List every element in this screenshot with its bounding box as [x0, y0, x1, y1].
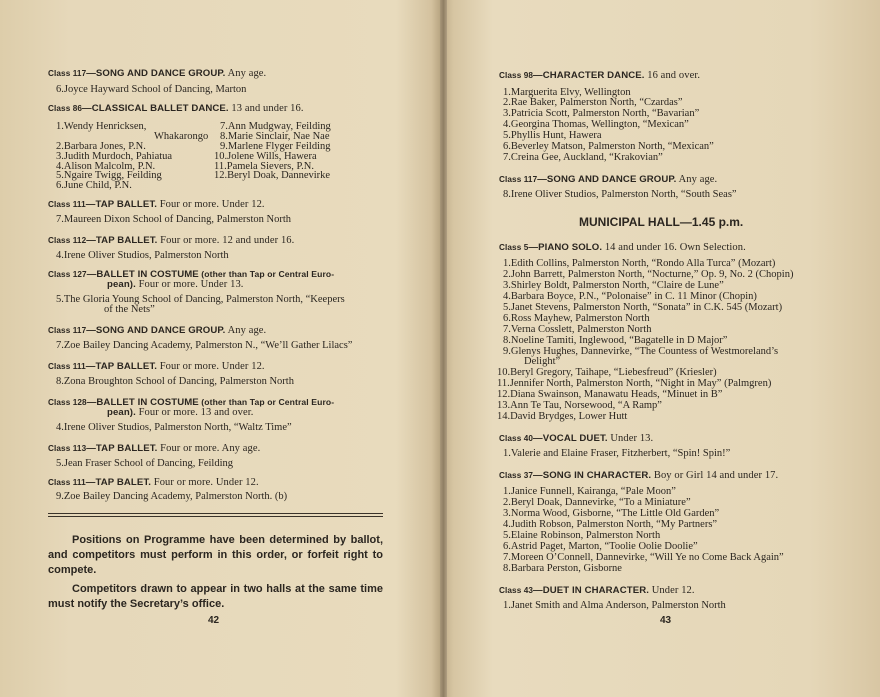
entry-number: 2. [503, 269, 511, 280]
entry-text: Moreen O’Connell, Dannevirke, “Will Ye no Come Back Again” [510, 552, 784, 563]
class-title: pean). [107, 279, 136, 290]
entry-line [503, 291, 757, 302]
entry-line [56, 214, 291, 225]
entry-line [503, 486, 676, 497]
entry-number: 2. [503, 497, 511, 508]
entry-text: Jean Fraser School of Dancing, Feilding [63, 458, 234, 469]
entry-number: 9. [56, 491, 64, 502]
class-number: Class 128 [48, 398, 87, 407]
class-condition: Any age. [676, 174, 718, 185]
entry-number: 7. [56, 340, 64, 351]
entry-text: Georgina Thomas, Wellington, “Mexican” [510, 119, 689, 130]
class-number: Class 5 [499, 243, 529, 252]
entry-text: Norma Wood, Gisborne, “The Little Old Garden” [510, 508, 720, 519]
entry-number: 14. [497, 411, 511, 422]
entry-text: Rae Baker, Palmerston North, “Czardas” [510, 97, 683, 108]
entry-text: Beverley Matson, Palmerston North, “Mexican” [510, 141, 714, 152]
entry-text: David Brydges, Lower Hutt [510, 411, 628, 422]
entry-number: 5. [56, 458, 64, 469]
entry-text: Zona Broughton School of Dancing, Palmerston North [63, 376, 294, 387]
class-condition: Any age. [225, 325, 267, 336]
entry-line [503, 258, 775, 269]
entry-text: Patricia Scott, Palmerston North, “Bavarian” [510, 108, 700, 119]
entry-number: 5. [503, 530, 511, 541]
entry-line [503, 269, 793, 280]
entry-number: 8. [56, 376, 64, 387]
class-condition: (other than Tap or Central Euro- [198, 397, 335, 407]
class-condition: Under 13. [607, 433, 654, 444]
entry-line [497, 389, 722, 400]
class-number: Class 43 [499, 586, 534, 595]
class-heading [499, 174, 717, 185]
entry-text: Irene Oliver Studios, Palmerston North [63, 250, 229, 261]
entry-number: 7. [503, 152, 511, 163]
entry-line [104, 304, 155, 315]
entry-line [56, 84, 246, 95]
class-title: —CLASSICAL BALLET DANCE. [82, 103, 229, 114]
entry-line [503, 108, 699, 119]
entry-text: The Gloria Young School of Dancing, Palmerston North, “Keepers [63, 294, 345, 305]
class-title: —TAP BALET. [85, 477, 152, 488]
entry-text: Delight” [524, 356, 561, 367]
entry-text: Valerie and Elaine Fraser, Fitzherbert, “Spin! Spin!” [510, 448, 731, 459]
entry-number: 9. [503, 346, 511, 357]
entry-line [503, 335, 727, 346]
class-title: —TAP BALLET. [85, 199, 157, 210]
page-number: 43 [660, 615, 672, 626]
entry-line [497, 378, 771, 389]
entry-number: 4. [503, 119, 511, 130]
class-heading [48, 477, 259, 488]
entry-text: Elaine Robinson, Palmerston North [510, 530, 661, 541]
entry-text: Verna Cosslett, Palmerston North [510, 324, 652, 335]
class-heading [48, 103, 304, 114]
class-title: —CHARACTER DANCE. [533, 70, 645, 81]
entry-number: 10. [497, 367, 511, 378]
entry-line [503, 97, 682, 108]
entry-text: Edith Collins, Palmerston North, “Rondo Alla Turca” (Mozart) [510, 258, 776, 269]
entry-text: Barbara Jones, P.N. [63, 141, 146, 152]
entry-number: 1. [503, 448, 511, 459]
entry-text: Joyce Hayward School of Dancing, Marton [63, 84, 247, 95]
section-title: MUNICIPAL HALL—1.45 p.m. [579, 215, 744, 229]
class-heading [107, 279, 244, 290]
entry-line [497, 411, 627, 422]
entry-number: 4. [56, 161, 64, 172]
entry-number: 1. [503, 258, 511, 269]
class-heading [499, 470, 778, 481]
class-number: Class 40 [499, 434, 534, 443]
entry-line [503, 448, 730, 459]
class-heading [499, 433, 653, 444]
entry-number: 4. [503, 291, 511, 302]
entry-number: 3. [56, 151, 64, 162]
entry-line [503, 130, 602, 141]
class-heading [48, 325, 266, 336]
entry-text: Barbara Boyce, P.N., “Polonaise” in C. 11 Minor (Chopin) [510, 291, 757, 302]
entry-text: Shirley Boldt, Palmerston North, “Claire de Lune” [510, 280, 724, 291]
class-heading [48, 361, 265, 372]
entry-text: Maureen Dixon School of Dancing, Palmerston North [63, 214, 292, 225]
class-heading [499, 70, 700, 81]
ballot-notice: Positions on Programme have been determined by ballot, and competitors must perform in this order, or forfeit right to compete. [48, 534, 383, 576]
entry-text: Zoe Bailey Dancing Academy, Palmerston N., “We’ll Gather Lilacs” [63, 340, 353, 351]
class-title: —SONG AND DANCE GROUP. [86, 325, 226, 336]
entry-line [56, 121, 146, 132]
class-heading [48, 68, 266, 79]
class-number: Class 98 [499, 71, 534, 80]
entry-text: Beryl Gregory, Taihape, “Liebesfreud” (Kriesler) [510, 367, 717, 378]
notice-rule [48, 513, 383, 514]
entry-line [56, 422, 292, 433]
class-title: pean). [107, 407, 136, 418]
entry-text: June Child, P.N. [63, 180, 132, 191]
class-number: Class 127 [48, 270, 87, 279]
entry-text: Creina Gee, Auckland, “Krakovian” [510, 152, 663, 163]
entry-line [503, 541, 698, 552]
class-title: —SONG AND DANCE GROUP. [86, 68, 226, 79]
entry-number: 13. [497, 400, 511, 411]
entry-line [524, 356, 560, 367]
entry-text: Pamela Sievers, P.N. [226, 161, 314, 172]
entry-text: Ann Mudgway, Feilding [227, 121, 331, 132]
class-number: Class 117 [48, 69, 87, 78]
entry-line [497, 400, 662, 411]
class-title: —BALLET IN COSTUME [86, 269, 199, 280]
entry-text: Wendy Henricksen, [63, 121, 147, 132]
class-condition: (other than Tap or Central Euro- [198, 269, 335, 279]
class-heading [499, 242, 746, 253]
entry-line [56, 250, 229, 261]
class-number: Class 86 [48, 104, 83, 113]
entry-number: 5. [56, 294, 64, 305]
entry-number: 8. [503, 189, 511, 200]
entry-line [503, 119, 689, 130]
entry-text: Ross Mayhew, Palmerston North [510, 313, 650, 324]
entry-number: 8. [503, 563, 511, 574]
entry-text: Jennifer North, Palmerston North, “Night in May” (Palmgren) [509, 378, 772, 389]
entry-text: Alison Malcolm, P.N. [63, 161, 156, 172]
entry-line [503, 324, 651, 335]
class-number: Class 37 [499, 471, 534, 480]
entry-line [503, 508, 719, 519]
entry-line [503, 563, 622, 574]
entry-number: 8. [503, 335, 511, 346]
entry-text: Ngaire Twigg, Feilding [63, 170, 162, 181]
entry-number: 4. [56, 250, 64, 261]
entry-line [56, 180, 132, 191]
class-condition: Four or more. 13 and over. [135, 407, 254, 418]
entry-number: 2. [503, 97, 511, 108]
entry-number: 3. [503, 508, 511, 519]
entry-text: Beryl Doak, Dannevirke, “To a Miniature” [510, 497, 691, 508]
entry-number: 6. [503, 541, 511, 552]
entry-text: Zoe Bailey Dancing Academy, Palmerston North. (b) [63, 491, 288, 502]
class-condition: Four or more. Under 12. [156, 361, 265, 372]
class-heading [107, 407, 253, 418]
entry-number: 3. [503, 108, 511, 119]
entry-text: Diana Swainson, Manawatu Heads, “Minuet in B” [510, 389, 723, 400]
entry-number: 6. [56, 84, 64, 95]
entry-text: Janet Smith and Alma Anderson, Palmerston North [510, 600, 726, 611]
entry-text: Irene Oliver Studios, Palmerston North, “Waltz Time” [63, 422, 292, 433]
entry-number: 3. [503, 280, 511, 291]
book-gutter [440, 0, 447, 697]
entry-line [56, 491, 287, 502]
class-title: —TAP BALLET. [86, 235, 158, 246]
class-title: —TAP BALLET. [86, 443, 158, 454]
entry-line [497, 367, 717, 378]
entry-text: Phyllis Hunt, Hawera [510, 130, 602, 141]
entry-line [56, 294, 345, 305]
entry-number: 5. [503, 302, 511, 313]
entry-text: Janice Funnell, Kairanga, “Pale Moon” [510, 486, 676, 497]
entry-line [214, 170, 330, 181]
class-condition: Four or more. Under 12. [156, 199, 265, 210]
entry-number: 9. [220, 141, 228, 152]
entry-text: Janet Stevens, Palmerston North, “Sonata” in C.K. 545 (Mozart) [510, 302, 783, 313]
entry-line [503, 141, 714, 152]
class-condition: Under 12. [649, 585, 695, 596]
class-condition: Any age. [225, 68, 267, 79]
entry-number: 6. [503, 141, 511, 152]
right-page [447, 0, 880, 697]
entry-line [503, 189, 737, 200]
entry-number: 7. [220, 121, 228, 132]
entry-number: 1. [503, 600, 511, 611]
entry-text: Astrid Paget, Marton, “Toolie Oolie Doolie” [510, 541, 698, 552]
entry-number: 11. [214, 161, 227, 172]
class-condition: Four or more. Under 12. [151, 477, 259, 488]
entry-number: 4. [503, 519, 511, 530]
entry-line [56, 458, 233, 469]
class-condition: 14 and under 16. Own Selection. [602, 242, 746, 253]
class-title: —PIANO SOLO. [528, 242, 603, 253]
class-number: Class 111 [48, 200, 86, 209]
class-condition: Four or more. Any age. [157, 443, 261, 454]
class-title: —SONG IN CHARACTER. [533, 470, 652, 481]
entry-text: of the Nets” [104, 304, 155, 315]
entry-number: 5. [503, 130, 511, 141]
entry-number: 6. [503, 313, 511, 324]
class-title: —TAP BALLET. [85, 361, 157, 372]
entry-line [503, 530, 660, 541]
class-heading [499, 585, 695, 596]
entry-text: John Barrett, Palmerston North, “Nocturne,” Op. 9, No. 2 (Chopin) [510, 269, 794, 280]
class-number: Class 113 [48, 444, 87, 453]
entry-text: Barbara Perston, Gisborne [510, 563, 622, 574]
entry-text: Jolene Wills, Hawera [227, 151, 317, 162]
class-heading [48, 199, 265, 210]
halls-notice: Competitors drawn to appear in two halls at the same time must notify the Secretary’s office. [48, 583, 383, 610]
entry-line [503, 519, 717, 530]
entry-number: 2. [56, 141, 64, 152]
entry-text: Marlene Flyger Feilding [227, 141, 331, 152]
entry-number: 10. [214, 151, 228, 162]
entry-text: Ann Te Tau, Norsewood, “A Ramp” [510, 400, 662, 411]
entry-line [56, 376, 294, 387]
entry-number: 12. [214, 170, 228, 181]
entry-number: 11. [497, 378, 510, 389]
class-title: —VOCAL DUET. [533, 433, 608, 444]
entry-number: 8. [220, 131, 228, 142]
entry-text: Judith Murdoch, Pahiatua [63, 151, 173, 162]
class-condition: Four or more. Under 13. [135, 279, 244, 290]
class-number: Class 117 [499, 175, 538, 184]
page-number: 42 [208, 615, 220, 626]
entry-text: Marguerita Elvy, Wellington [510, 87, 631, 98]
notice-rule [48, 516, 383, 517]
entry-text: Beryl Doak, Dannevirke [227, 170, 331, 181]
class-condition: Boy or Girl 14 and under 17. [651, 470, 779, 481]
class-title: —BALLET IN COSTUME [86, 397, 199, 408]
entry-number: 4. [56, 422, 64, 433]
entry-number: 7. [56, 214, 64, 225]
class-title: —SONG AND DANCE GROUP. [537, 174, 677, 185]
class-condition: 16 and over. [644, 70, 701, 81]
class-number: Class 111 [48, 362, 86, 371]
entry-text: Noeline Tamiti, Inglewood, “Bagatelle in D Major” [510, 335, 728, 346]
class-number: Class 111 [48, 478, 86, 487]
entry-line [503, 313, 650, 324]
class-title: —DUET IN CHARACTER. [533, 585, 649, 596]
entry-number: 7. [503, 552, 511, 563]
entry-line [503, 552, 784, 563]
entry-text: Glenys Hughes, Dannevirke, “The Countess of Westmoreland’s [510, 346, 779, 357]
entry-number: 1. [503, 87, 511, 98]
class-condition: 13 and under 16. [228, 103, 304, 114]
entry-number: 1. [56, 121, 64, 132]
entry-text: Judith Robson, Palmerston North, “My Partners” [510, 519, 718, 530]
class-condition: Four or more. 12 and under 16. [157, 235, 295, 246]
entry-text: Whakarongo [154, 131, 209, 142]
entry-line [503, 280, 724, 291]
entry-text: Marie Sinclair, Nae Nae [227, 131, 330, 142]
entry-number: 6. [56, 180, 64, 191]
entry-line [503, 302, 782, 313]
class-heading [48, 235, 294, 246]
entry-line [56, 340, 352, 351]
entry-number: 7. [503, 324, 511, 335]
entry-line [503, 497, 691, 508]
entry-number: 12. [497, 389, 511, 400]
entry-line [154, 131, 208, 142]
entry-number: 5. [56, 170, 64, 181]
entry-number: 1. [503, 486, 511, 497]
entry-text: Irene Oliver Studios, Palmerston North, “South Seas” [510, 189, 737, 200]
class-heading [48, 443, 260, 454]
entry-line [503, 152, 663, 163]
class-number: Class 117 [48, 326, 87, 335]
class-number: Class 112 [48, 236, 87, 245]
entry-line [503, 600, 726, 611]
